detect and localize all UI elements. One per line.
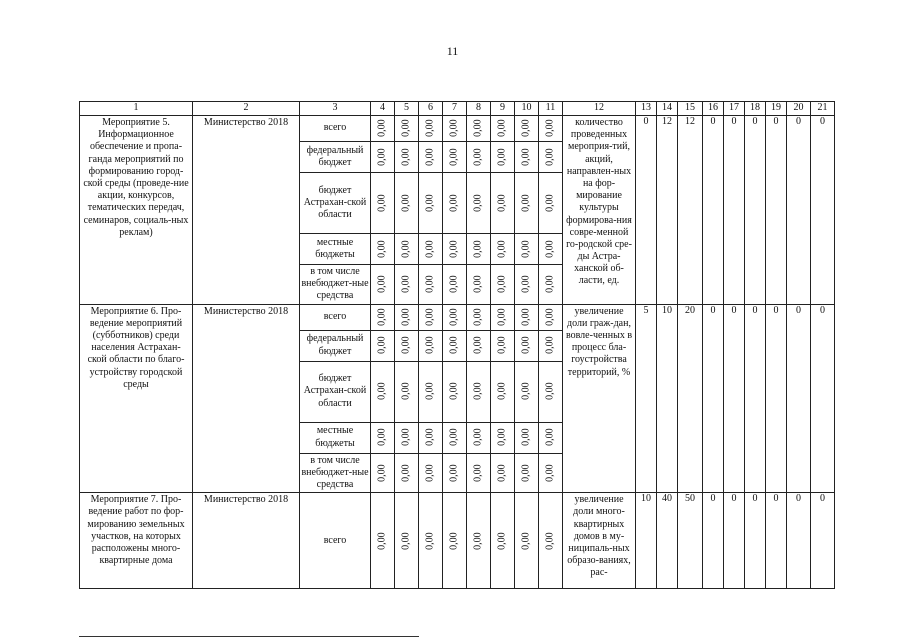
value-text: 0,00 <box>472 148 484 166</box>
value-cell <box>419 330 443 361</box>
value-cell <box>515 116 539 142</box>
value-cell <box>395 116 419 142</box>
value-text: 0,00 <box>376 240 388 258</box>
value-cell <box>515 330 539 361</box>
value-text: 0,00 <box>448 275 460 294</box>
value-text: 0,00 <box>376 148 388 166</box>
measure-executor: Министерство 2018 <box>193 116 300 305</box>
value-text: 0,00 <box>496 336 508 355</box>
value-cell <box>419 265 443 305</box>
value-text: 0,00 <box>520 194 532 212</box>
target-value: 40 <box>657 493 678 589</box>
value-cell <box>515 265 539 305</box>
funding-source: бюджет Астрахан-ской области <box>300 361 371 422</box>
value-cell <box>467 173 491 234</box>
value-cell <box>539 330 563 361</box>
value-cell <box>371 493 395 589</box>
value-cell <box>443 234 467 265</box>
header-cell: 17 <box>724 102 745 116</box>
value-cell <box>443 265 467 305</box>
header-cell: 4 <box>371 102 395 116</box>
value-cell <box>371 116 395 142</box>
value-cell <box>491 453 515 493</box>
header-cell: 19 <box>766 102 787 116</box>
value-text: 0,00 <box>424 148 436 166</box>
table-row <box>80 304 835 330</box>
funding-source: федеральный бюджет <box>300 330 371 361</box>
value-text: 0,00 <box>472 194 484 212</box>
value-cell <box>443 173 467 234</box>
target-value: 10 <box>636 493 657 589</box>
value-text: 0,00 <box>544 148 556 166</box>
value-cell <box>467 265 491 305</box>
value-cell <box>539 116 563 142</box>
target-value: 12 <box>678 116 703 305</box>
value-cell <box>443 142 467 173</box>
value-text: 0,00 <box>400 194 412 212</box>
value-cell <box>419 493 443 589</box>
target-value: 10 <box>657 304 678 493</box>
value-text: 0,00 <box>496 464 508 482</box>
target-value: 12 <box>657 116 678 305</box>
value-cell <box>419 304 443 330</box>
value-text: 0,00 <box>424 308 436 326</box>
funding-source: в том числе внебюджет-ные средства <box>300 453 371 493</box>
value-text: 0,00 <box>520 428 532 447</box>
table-row <box>80 493 835 589</box>
value-text: 0,00 <box>544 275 556 294</box>
funding-source: федеральный бюджет <box>300 142 371 173</box>
value-text: 0,00 <box>448 464 460 482</box>
target-value: 0 <box>703 493 724 589</box>
footer-rule <box>79 636 419 637</box>
value-cell <box>539 265 563 305</box>
value-cell <box>395 142 419 173</box>
value-text: 0,00 <box>376 464 388 482</box>
value-text: 0,00 <box>400 428 412 447</box>
target-value: 0 <box>787 304 811 493</box>
value-text: 0,00 <box>496 531 508 550</box>
value-text: 0,00 <box>400 464 412 482</box>
value-cell <box>443 493 467 589</box>
target-value: 0 <box>745 304 766 493</box>
value-text: 0,00 <box>544 194 556 212</box>
value-text: 0,00 <box>448 119 460 138</box>
value-text: 0,00 <box>472 336 484 355</box>
value-text: 0,00 <box>400 240 412 258</box>
header-cell: 21 <box>811 102 835 116</box>
target-value: 0 <box>724 493 745 589</box>
value-cell <box>491 265 515 305</box>
value-text: 0,00 <box>520 275 532 294</box>
funding-source: местные бюджеты <box>300 422 371 453</box>
value-cell <box>515 142 539 173</box>
funding-source: всего <box>300 116 371 142</box>
header-cell: 16 <box>703 102 724 116</box>
value-cell <box>539 234 563 265</box>
value-text: 0,00 <box>520 464 532 482</box>
value-text: 0,00 <box>520 119 532 138</box>
value-cell <box>419 234 443 265</box>
value-cell <box>443 361 467 422</box>
value-cell <box>491 422 515 453</box>
value-cell <box>395 422 419 453</box>
header-cell: 13 <box>636 102 657 116</box>
value-text: 0,00 <box>544 240 556 258</box>
header-cell: 2 <box>193 102 300 116</box>
value-text: 0,00 <box>520 336 532 355</box>
value-text: 0,00 <box>424 531 436 550</box>
value-text: 0,00 <box>376 119 388 138</box>
value-text: 0,00 <box>496 275 508 294</box>
value-cell <box>419 173 443 234</box>
value-cell <box>467 142 491 173</box>
value-text: 0,00 <box>400 275 412 294</box>
target-value: 0 <box>811 304 835 493</box>
header-cell: 8 <box>467 102 491 116</box>
value-cell <box>539 453 563 493</box>
value-text: 0,00 <box>448 308 460 326</box>
header-row <box>80 102 835 116</box>
target-value: 0 <box>724 116 745 305</box>
target-value: 0 <box>703 304 724 493</box>
header-cell: 18 <box>745 102 766 116</box>
value-text: 0,00 <box>520 382 532 401</box>
header-cell: 1 <box>80 102 193 116</box>
value-cell <box>515 304 539 330</box>
target-value: 0 <box>745 116 766 305</box>
target-value: 20 <box>678 304 703 493</box>
funding-source: в том числе внебюджет-ные средства <box>300 265 371 305</box>
value-cell <box>419 361 443 422</box>
header-cell: 11 <box>539 102 563 116</box>
value-cell <box>491 361 515 422</box>
header-cell: 14 <box>657 102 678 116</box>
value-text: 0,00 <box>400 382 412 401</box>
value-cell <box>467 234 491 265</box>
target-indicator: увеличение доли граж-дан, вовле-ченных в процесс бла-гоустройства территорий, % <box>563 304 636 493</box>
value-text: 0,00 <box>544 428 556 447</box>
value-cell <box>467 361 491 422</box>
value-text: 0,00 <box>496 119 508 138</box>
value-cell <box>419 453 443 493</box>
value-text: 0,00 <box>400 148 412 166</box>
value-text: 0,00 <box>376 336 388 355</box>
target-value: 0 <box>636 116 657 305</box>
value-text: 0,00 <box>400 531 412 550</box>
value-text: 0,00 <box>496 240 508 258</box>
value-text: 0,00 <box>424 194 436 212</box>
value-text: 0,00 <box>448 428 460 447</box>
value-text: 0,00 <box>472 531 484 550</box>
value-text: 0,00 <box>520 240 532 258</box>
table-row <box>80 116 835 142</box>
value-text: 0,00 <box>496 428 508 447</box>
target-value: 5 <box>636 304 657 493</box>
value-cell <box>515 422 539 453</box>
measure-name: Мероприятие 5. Информационное обеспечение и пропа-ганда мероприятий по формированию город-ской среды (проведе-ние акции, конкурсов, тематических передач, семинаров, социаль-ных реклам) <box>80 116 193 305</box>
value-text: 0,00 <box>376 531 388 550</box>
value-text: 0,00 <box>544 531 556 550</box>
value-text: 0,00 <box>472 240 484 258</box>
value-text: 0,00 <box>544 119 556 138</box>
value-cell <box>443 304 467 330</box>
target-value: 0 <box>745 493 766 589</box>
value-text: 0,00 <box>424 275 436 294</box>
value-cell <box>371 265 395 305</box>
value-cell <box>395 361 419 422</box>
value-text: 0,00 <box>424 382 436 401</box>
value-cell <box>467 493 491 589</box>
value-text: 0,00 <box>448 240 460 258</box>
value-cell <box>371 453 395 493</box>
value-text: 0,00 <box>544 308 556 326</box>
value-cell <box>443 116 467 142</box>
value-text: 0,00 <box>520 531 532 550</box>
target-value: 0 <box>724 304 745 493</box>
value-cell <box>395 330 419 361</box>
value-text: 0,00 <box>472 275 484 294</box>
value-cell <box>395 234 419 265</box>
target-indicator: количество проведенных мероприя-тий, акций, направлен-ных на фор-мирование культуры формирова-ния совре-менной го-родской сре-ды Астра-ханской об-ласти, ед. <box>563 116 636 305</box>
value-text: 0,00 <box>424 428 436 447</box>
page-number: 11 <box>446 44 459 58</box>
measure-executor: Министерство 2018 <box>193 493 300 589</box>
value-cell <box>515 493 539 589</box>
value-cell <box>419 142 443 173</box>
value-text: 0,00 <box>472 428 484 447</box>
value-text: 0,00 <box>496 194 508 212</box>
value-text: 0,00 <box>424 336 436 355</box>
header-cell: 3 <box>300 102 371 116</box>
funding-source: всего <box>300 493 371 589</box>
header-cell: 12 <box>563 102 636 116</box>
value-cell <box>515 173 539 234</box>
value-text: 0,00 <box>448 531 460 550</box>
value-cell <box>539 361 563 422</box>
value-cell <box>467 116 491 142</box>
value-cell <box>419 116 443 142</box>
value-text: 0,00 <box>424 119 436 138</box>
measure-name: Мероприятие 6. Про-ведение мероприятий (субботников) среди населения Астрахан-ской области по благо-устройству городской среды <box>80 304 193 493</box>
value-text: 0,00 <box>472 464 484 482</box>
value-cell <box>491 493 515 589</box>
value-text: 0,00 <box>472 382 484 401</box>
value-text: 0,00 <box>544 464 556 482</box>
funding-source: местные бюджеты <box>300 234 371 265</box>
value-text: 0,00 <box>496 148 508 166</box>
measures-table <box>79 101 835 589</box>
value-text: 0,00 <box>376 428 388 447</box>
value-text: 0,00 <box>448 148 460 166</box>
value-text: 0,00 <box>424 240 436 258</box>
value-text: 0,00 <box>376 308 388 326</box>
value-text: 0,00 <box>424 464 436 482</box>
value-cell <box>443 330 467 361</box>
value-cell <box>491 116 515 142</box>
target-value: 0 <box>811 116 835 305</box>
value-cell <box>443 453 467 493</box>
value-cell <box>515 234 539 265</box>
measure-name: Мероприятие 7. Про-ведение работ по фор-мированию земельных участков, на которых расположены много-квартирные дома <box>80 493 193 589</box>
value-cell <box>467 304 491 330</box>
value-cell <box>395 453 419 493</box>
value-text: 0,00 <box>496 382 508 401</box>
header-cell: 6 <box>419 102 443 116</box>
header-cell: 20 <box>787 102 811 116</box>
value-text: 0,00 <box>472 119 484 138</box>
target-value: 0 <box>703 116 724 305</box>
value-cell <box>467 330 491 361</box>
value-cell <box>395 304 419 330</box>
funding-source: всего <box>300 304 371 330</box>
value-text: 0,00 <box>400 336 412 355</box>
value-text: 0,00 <box>448 382 460 401</box>
header-cell: 5 <box>395 102 419 116</box>
value-cell <box>467 453 491 493</box>
target-indicator: увеличение доли много-квартирных домов в му-ниципаль-ных образо-ваниях, рас- <box>563 493 636 589</box>
value-cell <box>515 361 539 422</box>
header-cell: 10 <box>515 102 539 116</box>
value-text: 0,00 <box>400 308 412 326</box>
value-text: 0,00 <box>400 119 412 138</box>
value-text: 0,00 <box>448 336 460 355</box>
value-cell <box>371 330 395 361</box>
measure-executor: Министерство 2018 <box>193 304 300 493</box>
value-cell <box>395 265 419 305</box>
value-cell <box>467 422 491 453</box>
target-value: 0 <box>766 116 787 305</box>
header-cell: 7 <box>443 102 467 116</box>
value-cell <box>419 422 443 453</box>
value-cell <box>539 493 563 589</box>
value-cell <box>395 173 419 234</box>
value-cell <box>371 234 395 265</box>
value-cell <box>491 142 515 173</box>
value-cell <box>371 361 395 422</box>
value-cell <box>539 173 563 234</box>
value-cell <box>491 304 515 330</box>
value-cell <box>371 173 395 234</box>
value-text: 0,00 <box>376 382 388 401</box>
value-cell <box>539 304 563 330</box>
value-text: 0,00 <box>544 382 556 401</box>
value-cell <box>491 173 515 234</box>
value-cell <box>371 304 395 330</box>
value-cell <box>539 422 563 453</box>
value-cell <box>371 422 395 453</box>
value-text: 0,00 <box>544 336 556 355</box>
value-cell <box>491 234 515 265</box>
value-cell <box>443 422 467 453</box>
funding-source: бюджет Астрахан-ской области <box>300 173 371 234</box>
value-text: 0,00 <box>472 308 484 326</box>
target-value: 0 <box>811 493 835 589</box>
target-value: 0 <box>787 493 811 589</box>
header-cell: 9 <box>491 102 515 116</box>
value-text: 0,00 <box>520 148 532 166</box>
value-text: 0,00 <box>448 194 460 212</box>
value-text: 0,00 <box>376 275 388 294</box>
value-cell <box>371 142 395 173</box>
value-cell <box>395 493 419 589</box>
header-cell: 15 <box>678 102 703 116</box>
target-value: 0 <box>766 493 787 589</box>
value-cell <box>491 330 515 361</box>
target-value: 50 <box>678 493 703 589</box>
target-value: 0 <box>787 116 811 305</box>
value-text: 0,00 <box>376 194 388 212</box>
value-text: 0,00 <box>496 308 508 326</box>
value-cell <box>539 142 563 173</box>
value-cell <box>515 453 539 493</box>
target-value: 0 <box>766 304 787 493</box>
value-text: 0,00 <box>520 308 532 326</box>
